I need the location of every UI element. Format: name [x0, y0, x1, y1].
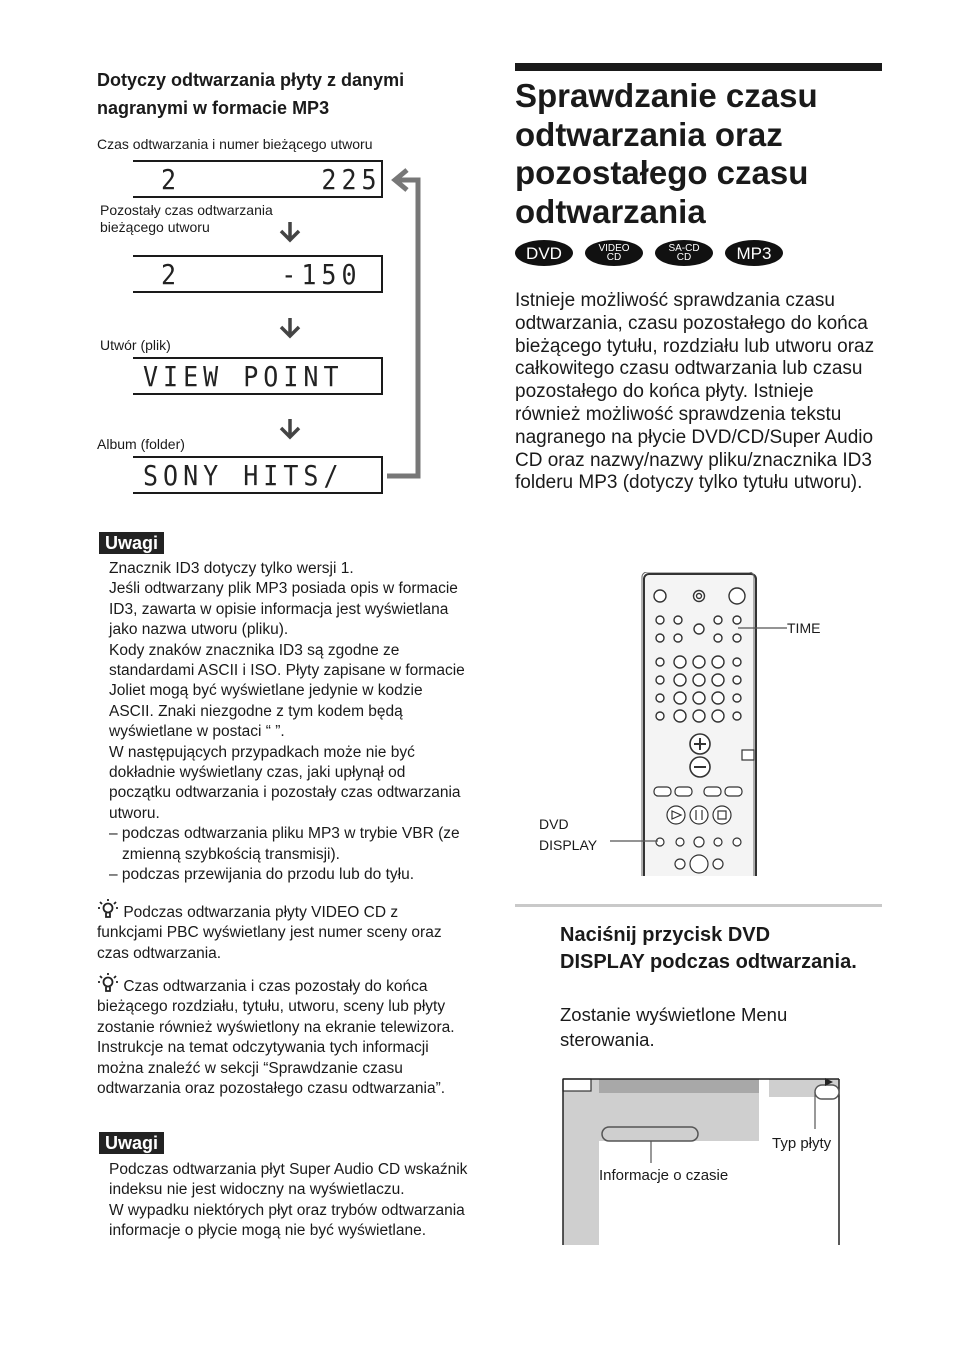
intro-paragraph: Istnieje możliwość sprawdzania czasu odtwarzania, czasu pozostałego do końca bieżącego tytułu, rozdziału lub utworu oraz całkowitego czasu odtwarzania lub czasu pozostałego do końca płyty. Istnieje również możliwość sprawdzenia tekstu nagranego na płycie DVD/CD/Super Audio CD oraz nazwy/nazwy pliku/znacznika ID3 folderu MP3 (dotyczy tylko tytułu utworu). — [515, 290, 875, 494]
dvd-badge-icon: DVD — [515, 240, 573, 266]
disc-type-label: Typ płyty — [772, 1135, 832, 1152]
section-divider — [515, 904, 882, 907]
notes-list — [109, 1160, 469, 1242]
notes-badge: Uwagi — [99, 532, 164, 554]
display-remaining-time: 2 -150 — [133, 255, 383, 293]
tip-text: Podczas odtwarzania płyty VIDEO CD z funkcjami PBC wyświetlany jest numer sceny oraz czas odtwarzania. — [97, 904, 442, 962]
mp3-subheading: Dotyczy odtwarzania płyty z danymi nagranymi w formacie MP3 — [97, 70, 405, 118]
dvd-display-button-label-line1: DVD — [539, 816, 569, 832]
tip-block — [97, 972, 467, 1099]
sa-cd-badge-icon: SA-CD CD — [655, 240, 713, 266]
mp3-badge-icon: MP3 — [725, 240, 783, 266]
tip-text: Czas odtwarzania i czas pozostały do końca bieżącego rozdziału, tytułu, utworu, sceny lub płyty zostanie również wyświetlony na ekranie telewizora. Instrukcje na temat odczytywania tych informacji można znaleźć w sekcji “Sprawdzanie czasu odtwarzania oraz pozostałego czasu odtwarzania”. — [97, 978, 455, 1098]
note-item: W następujących przypadkach może nie być dokładnie wyświetlany czas, jaki upłynął od początku odtwarzania i pozostały czas odtwarzania utworu. — [109, 743, 461, 822]
notes-badge: Uwagi — [99, 1132, 164, 1154]
time-button-label: TIME — [787, 620, 821, 636]
caption-playing-time: Czas odtwarzania i numer bieżącego utworu — [97, 136, 373, 152]
arrow-down-icon — [278, 220, 302, 244]
caption-track-file: Utwór (plik) — [100, 337, 171, 353]
lightbulb-tip-icon — [97, 972, 119, 994]
note-item: W wypadku niektórych płyt oraz trybów odtwarzania informacje o płycie mogą nie być wyświetlane. — [109, 1201, 465, 1240]
note-item: Znacznik ID3 dotyczy tylko wersji 1. — [109, 560, 354, 577]
time-information-label: Informacje o czasie — [599, 1167, 729, 1184]
remote-callout-lines — [600, 620, 800, 850]
arrow-down-icon — [278, 316, 302, 340]
caption-album-folder: Album (folder) — [97, 436, 185, 452]
note-item: Kody znaków znacznika ID3 są zgodne ze standardami ASCII i ISO. Płyty zapisane w formacie Joliet mogą być wyświetlane jedynie w kodzie ASCII. Znaki niezgodne z tym kodem będą wyświetlane w postaci “ ”. — [109, 641, 465, 741]
notes-list — [109, 559, 469, 886]
note-item: Podczas odtwarzania płyt Super Audio CD wskaźnik indeksu nie jest widoczny na wyświetlaczu. — [109, 1161, 468, 1199]
section-top-bar — [515, 63, 882, 71]
lightbulb-tip-icon — [97, 898, 119, 920]
loop-return-arrow-icon — [385, 168, 430, 483]
step-instruction-description: Zostanie wyświetlone Menu sterowania. — [560, 1004, 788, 1050]
display-track-name: VIEW POINT — [133, 357, 383, 395]
dvd-display-button-label-line2: DISPLAY — [539, 837, 598, 853]
step-instruction-title: Naciśnij przycisk DVD DISPLAY podczas odtwarzania. — [560, 924, 857, 973]
note-dash-item: – podczas przewijania do przodu lub do tyłu. — [109, 866, 415, 884]
page-title: Sprawdzanie czasu odtwarzania oraz pozostałego czasu odtwarzania — [515, 77, 818, 230]
video-cd-badge-icon: VIDEO CD — [585, 240, 643, 266]
tip-block — [97, 898, 467, 964]
arrow-down-icon — [278, 417, 302, 441]
display-album-name: SONY HITS/ — [133, 456, 383, 494]
control-menu-illustration — [561, 1077, 843, 1245]
note-item: Jeśli odtwarzany plik MP3 posiada opis w formacie ID3, zawarta w opisie informacja jest wyświetlana jako nazwa utworu (pliku). — [109, 580, 458, 639]
caption-remaining-time: Pozostały czas odtwarzania bieżącego utworu — [100, 202, 273, 235]
note-dash-item: – podczas odtwarzania pliku MP3 w trybie VBR (ze zmienną szybkością transmisji). — [109, 825, 460, 863]
disc-type-badges — [515, 240, 783, 266]
display-playing-time: 2 225 — [133, 160, 383, 198]
